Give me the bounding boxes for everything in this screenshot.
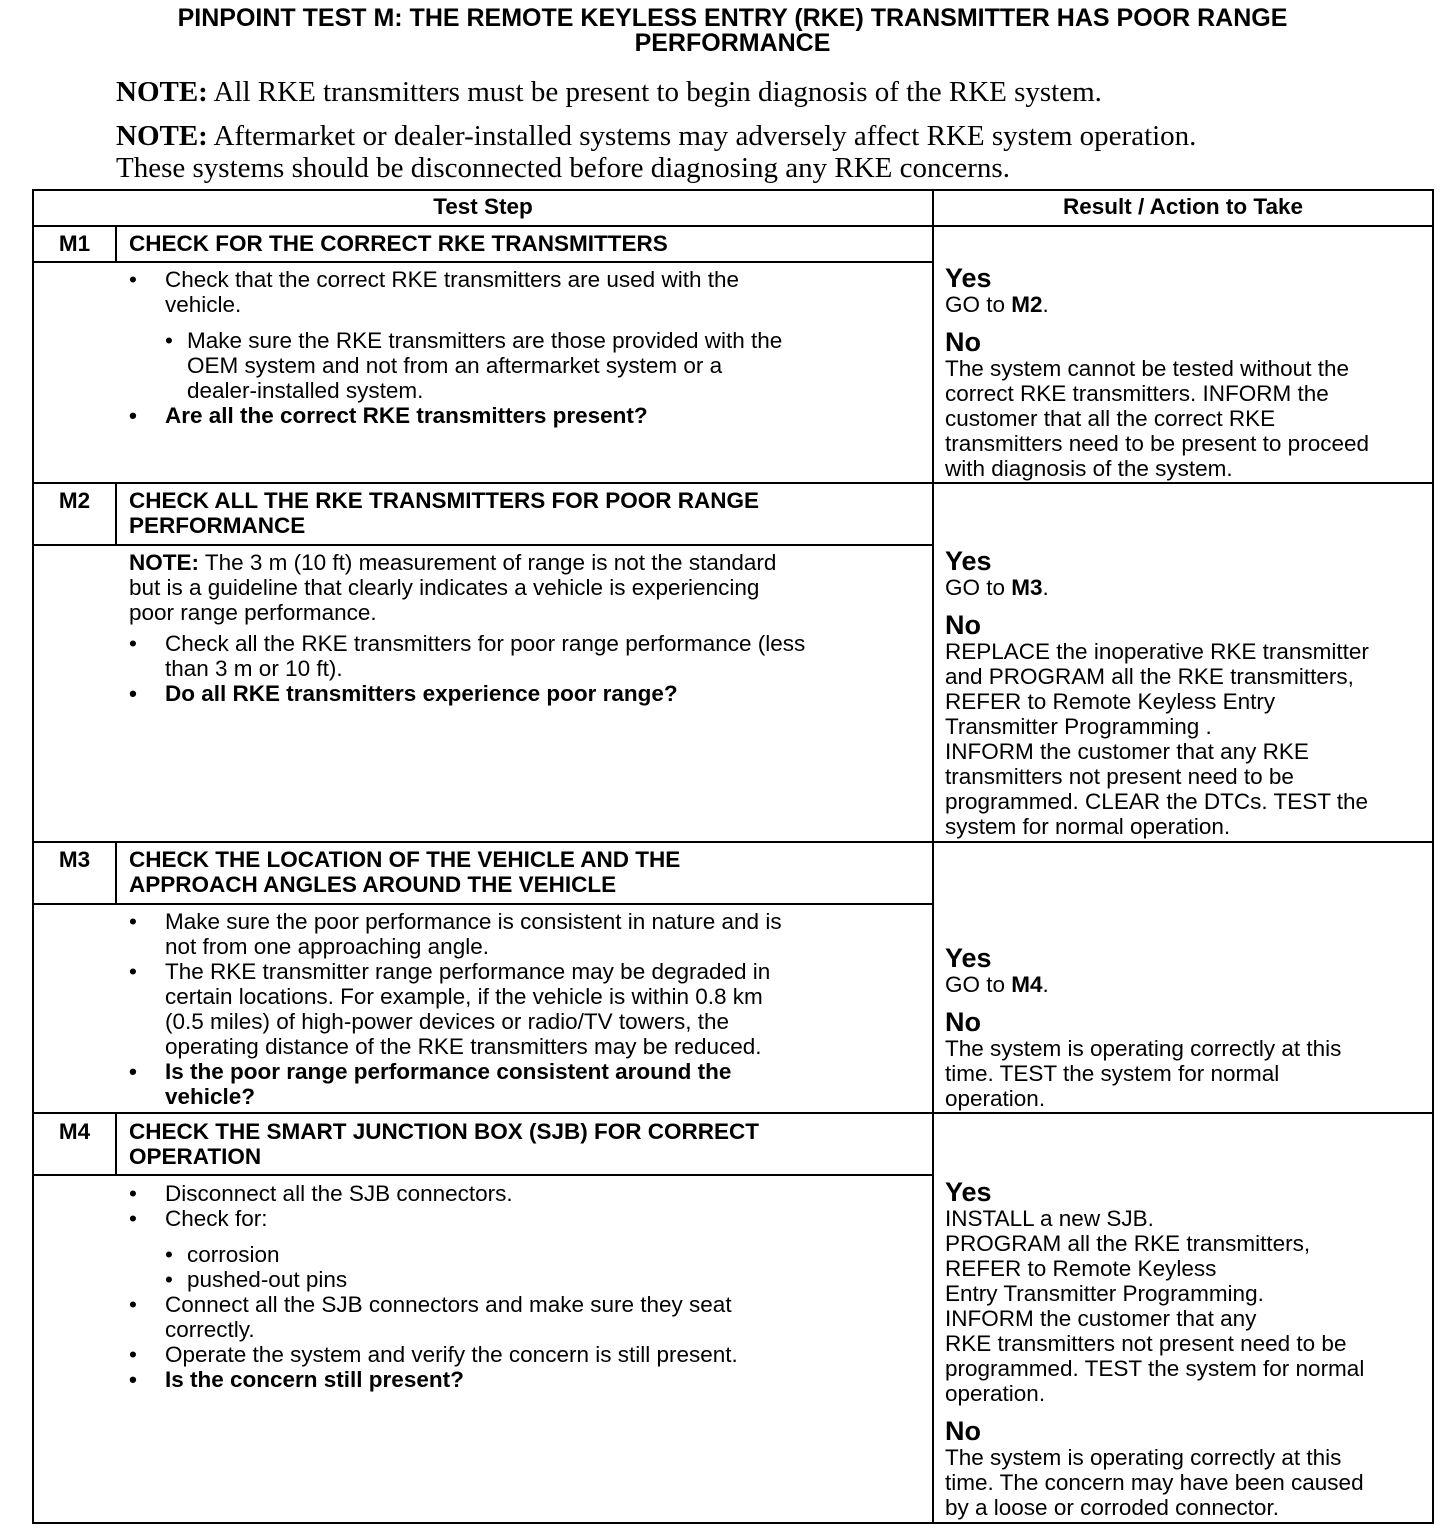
step-m4-subbullet-1 — [165, 1242, 915, 1267]
step-text-line: correctly. — [165, 1317, 255, 1342]
step-m3-bullet-1 — [129, 909, 919, 959]
result-text-line: programmed. CLEAR the DTCs. TEST the — [945, 789, 1369, 814]
result-yes-action — [945, 292, 1429, 317]
note-label: NOTE: — [129, 550, 199, 575]
result-text-line: correct RKE transmitters. INFORM the — [945, 381, 1329, 406]
page-title-line-1: PINPOINT TEST M: THE REMOTE KEYLESS ENTRY (RKE) TRANSMITTER HAS POOR RANGE — [177, 4, 1288, 32]
step-text-line: Check for: — [165, 1206, 268, 1231]
step-id-m1: M1 — [58, 231, 91, 256]
result-yes-label: Yes — [945, 546, 992, 576]
step-text-line: Make sure the RKE transmitters are those provided with the — [187, 328, 783, 353]
step-m4-question — [129, 1367, 919, 1392]
note-text: All RKE transmitters must be present to begin diagnosis of the RKE system. — [207, 76, 1102, 108]
question-text: Do all RKE transmitters experience poor range? — [165, 681, 678, 706]
result-text: GO to — [945, 972, 1012, 997]
step-m2-note — [129, 550, 919, 625]
result-text-line: and PROGRAM all the RKE transmitters, — [945, 664, 1354, 689]
note-text-line: poor range performance. — [129, 600, 377, 625]
step-m2-bullet-1 — [129, 631, 919, 681]
step-m3-bullet-2 — [129, 959, 919, 1059]
question-text: Are all the correct RKE transmitters present? — [165, 403, 648, 428]
result-text-line: The system cannot be tested without the — [945, 356, 1349, 381]
result-text-line: system for normal operation. — [945, 814, 1231, 839]
bullet-icon: • — [129, 1206, 137, 1231]
note-label: NOTE: — [116, 76, 208, 108]
result-no-label: No — [945, 327, 981, 357]
goto-step-link[interactable]: M4 — [1011, 972, 1043, 997]
result-text-line: time. TEST the system for normal — [945, 1061, 1280, 1086]
bullet-icon: • — [129, 1292, 137, 1317]
result-yes-action — [945, 972, 1429, 997]
column-header-result: Result / Action to Take — [1062, 194, 1304, 219]
step-m4-subbullet-2 — [165, 1267, 915, 1292]
step-text-line: The RKE transmitter range performance may be degraded in — [165, 959, 771, 984]
result-m3 — [945, 944, 1429, 1111]
result-text-line: REFER to Remote Keyless Entry — [945, 689, 1276, 714]
step-id-m3: M3 — [58, 847, 91, 872]
result-m2 — [945, 547, 1429, 839]
bullet-icon: • — [129, 267, 137, 292]
step-m1-subbullet-1 — [165, 328, 915, 403]
step-title-line: CHECK THE LOCATION OF THE VEHICLE AND THE — [129, 847, 681, 872]
result-text-line: operation. — [945, 1381, 1046, 1406]
result-text: GO to — [945, 292, 1012, 317]
page-title — [60, 6, 1405, 56]
bullet-icon: • — [129, 1059, 137, 1084]
step-text-line: than 3 m or 10 ft). — [165, 656, 343, 681]
bullet-icon: • — [129, 1367, 137, 1392]
step-m1-bullet-1 — [129, 267, 919, 317]
step-title-line: OPERATION — [129, 1144, 262, 1169]
result-text-line: PROGRAM all the RKE transmitters, — [945, 1231, 1311, 1256]
result-text-line: time. The concern may have been caused — [945, 1470, 1364, 1495]
bullet-icon: • — [129, 681, 137, 706]
step-text-line: Operate the system and verify the concern is still present. — [165, 1342, 738, 1367]
result-text-line: with diagnosis of the system. — [945, 456, 1233, 481]
goto-step-link[interactable]: M2 — [1011, 292, 1043, 317]
step-title-m4 — [129, 1119, 919, 1169]
result-text-line: programmed. TEST the system for normal — [945, 1356, 1365, 1381]
step-title-line: PERFORMANCE — [129, 513, 306, 538]
bullet-icon: • — [129, 959, 137, 984]
result-text: . — [1042, 292, 1049, 317]
step-m4-bullet-3 — [129, 1292, 919, 1342]
bullet-icon: • — [165, 1242, 173, 1267]
step-text-line: Check that the correct RKE transmitters are used with the — [165, 267, 739, 292]
goto-step-link[interactable]: M3 — [1011, 575, 1043, 600]
step-m4-bullet-2 — [129, 1206, 919, 1231]
result-text-line: transmitters need to be present to proceed — [945, 431, 1369, 456]
step-id-m2: M2 — [58, 488, 91, 513]
step-text-line: operating distance of the RKE transmitters may be reduced. — [165, 1034, 762, 1059]
step-text-line: Check all the RKE transmitters for poor range performance (less — [165, 631, 806, 656]
note-text-line-2: These systems should be disconnected before diagnosing any RKE concerns. — [116, 152, 1010, 184]
column-header-test-step: Test Step — [433, 194, 533, 219]
step-title-line: CHECK THE SMART JUNCTION BOX (SJB) FOR CORRECT — [129, 1119, 760, 1144]
page-title-line-2: PERFORMANCE — [634, 29, 831, 57]
step-title-line: APPROACH ANGLES AROUND THE VEHICLE — [129, 872, 617, 897]
step-text-line: dealer-installed system. — [187, 378, 424, 403]
result-text-line: REFER to Remote Keyless — [945, 1256, 1217, 1281]
result-text: . — [1042, 575, 1049, 600]
result-yes-label: Yes — [945, 1177, 992, 1207]
result-text-line: Transmitter Programming . — [945, 714, 1212, 739]
step-m4-bullet-4 — [129, 1342, 919, 1367]
result-yes-label: Yes — [945, 263, 992, 293]
result-text-line: INSTALL a new SJB. — [945, 1206, 1154, 1231]
step-text-line: Connect all the SJB connectors and make sure they seat — [165, 1292, 732, 1317]
result-text-line: INFORM the customer that any — [945, 1306, 1257, 1331]
step-text-line: corrosion — [187, 1242, 280, 1267]
step-id-m4: M4 — [58, 1119, 91, 1144]
bullet-icon: • — [129, 403, 137, 428]
step-title-m1: CHECK FOR THE CORRECT RKE TRANSMITTERS — [129, 231, 668, 256]
question-text: Is the concern still present? — [165, 1367, 464, 1392]
bullet-icon: • — [129, 1181, 137, 1206]
result-text: GO to — [945, 575, 1012, 600]
question-text: Is the poor range performance consistent around the — [165, 1059, 732, 1084]
result-no-label: No — [945, 610, 981, 640]
result-no-label: No — [945, 1007, 981, 1037]
bullet-icon: • — [129, 909, 137, 934]
result-m1 — [945, 264, 1429, 481]
result-yes-action — [945, 575, 1429, 600]
step-text-line: not from one approaching angle. — [165, 934, 489, 959]
step-m1-question — [129, 403, 919, 428]
result-text-line: INFORM the customer that any RKE — [945, 739, 1309, 764]
result-no-label: No — [945, 1416, 981, 1446]
step-text-line: (0.5 miles) of high-power devices or radio/TV towers, the — [165, 1009, 729, 1034]
note-rke-present — [116, 76, 1416, 108]
step-m4-bullet-1 — [129, 1181, 919, 1206]
note-text-line: but is a guideline that clearly indicates a vehicle is experiencing — [129, 575, 760, 600]
bullet-icon: • — [129, 631, 137, 656]
bullet-icon: • — [165, 328, 173, 353]
step-text-line: OEM system and not from an aftermarket system or a — [187, 353, 723, 378]
step-text-line: vehicle. — [165, 292, 242, 317]
step-m3-question — [129, 1059, 919, 1109]
step-title-line: CHECK ALL THE RKE TRANSMITTERS FOR POOR RANGE — [129, 488, 760, 513]
result-text-line: Entry Transmitter Programming. — [945, 1281, 1264, 1306]
step-text-line: pushed-out pins — [187, 1267, 348, 1292]
result-text-line: transmitters not present need to be — [945, 764, 1294, 789]
result-m4 — [945, 1178, 1429, 1520]
result-yes-label: Yes — [945, 943, 992, 973]
bullet-icon: • — [129, 1342, 137, 1367]
step-text-line: certain locations. For example, if the vehicle is within 0.8 km — [165, 984, 763, 1009]
bullet-icon: • — [165, 1267, 173, 1292]
step-title-m2 — [129, 488, 919, 538]
step-text-line: Make sure the poor performance is consistent in nature and is — [165, 909, 782, 934]
note-label: NOTE: — [116, 120, 208, 152]
step-m2-question — [129, 681, 919, 706]
question-text: vehicle? — [165, 1084, 256, 1109]
result-text-line: customer that all the correct RKE — [945, 406, 1276, 431]
step-title-m3 — [129, 847, 919, 897]
note-aftermarket — [116, 120, 1416, 184]
result-text-line: The system is operating correctly at this — [945, 1036, 1342, 1061]
result-text-line: by a loose or corroded connector. — [945, 1495, 1279, 1520]
step-text-line: Disconnect all the SJB connectors. — [165, 1181, 513, 1206]
note-text: The 3 m (10 ft) measurement of range is not the standard — [199, 550, 777, 575]
note-text: Aftermarket or dealer-installed systems may adversely affect RKE system operation. — [207, 120, 1197, 152]
result-text-line: operation. — [945, 1086, 1046, 1111]
result-text-line: RKE transmitters not present need to be — [945, 1331, 1347, 1356]
result-text: . — [1042, 972, 1049, 997]
result-text-line: REPLACE the inoperative RKE transmitter — [945, 639, 1369, 664]
result-text-line: The system is operating correctly at this — [945, 1445, 1342, 1470]
